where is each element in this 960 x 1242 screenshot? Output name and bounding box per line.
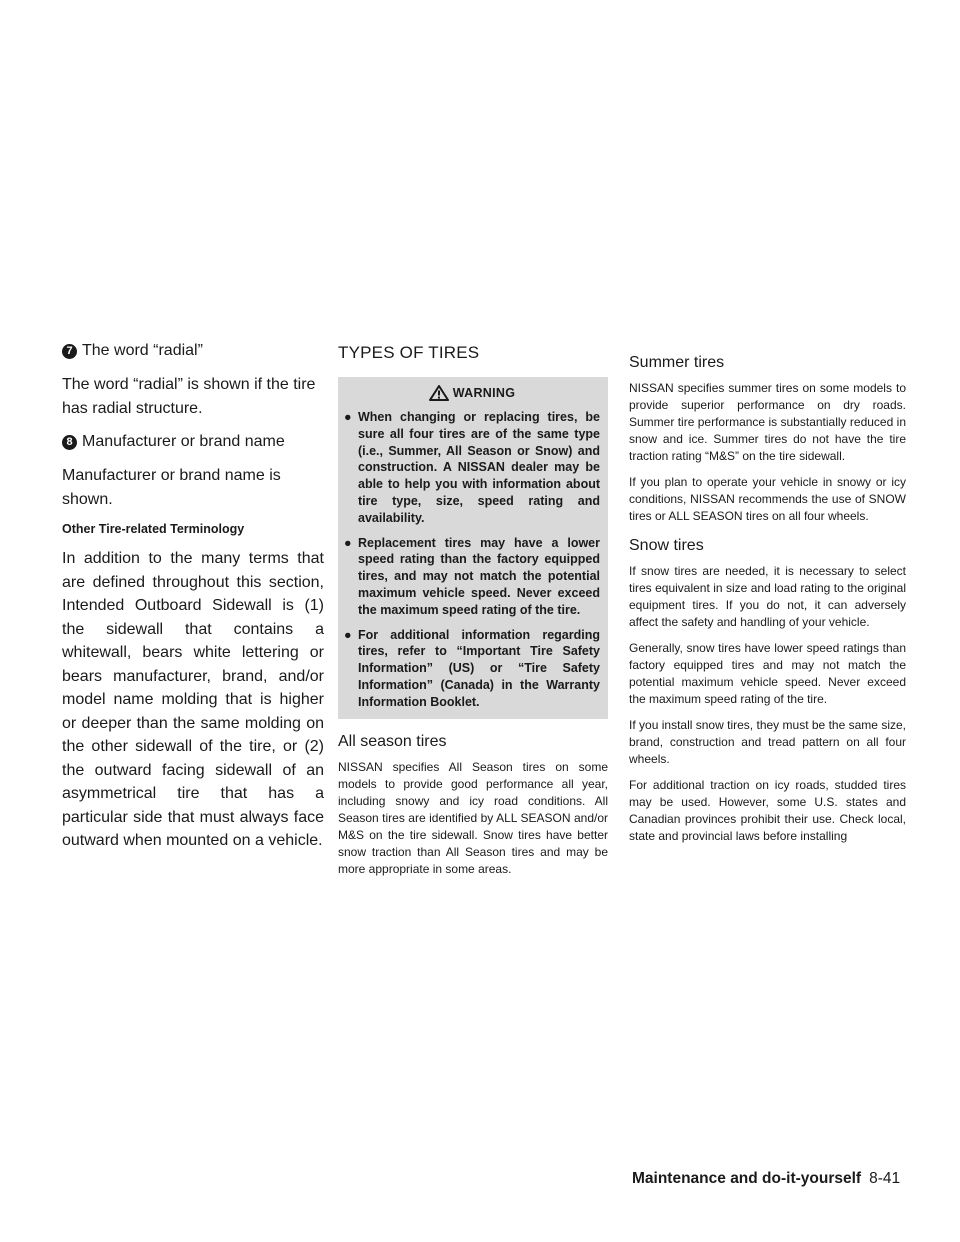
warning-item-text: When changing or replacing tires, be sure all four tires are of the same type (i.e., Summer, All Season or Snow) and construction. A NISSAN dealer may be able to help you with information about tire type, size, speed rating and availability.: [358, 410, 600, 525]
summer-heading: Summer tires: [629, 354, 725, 371]
right-column: [629, 340, 906, 854]
summer-paragraph-1: NISSAN specifies summer tires on some models to provide superior performance on dry roads. Summer tire performance is substantially reduced in snow and ice. Summer tires do not have the tire traction rating “M&S” on the tire sidewall.: [629, 381, 906, 463]
warning-item: [344, 409, 600, 527]
section-title: TYPES OF TIRES: [338, 343, 480, 362]
left-column: [62, 340, 324, 864]
footer-section-name: Maintenance and do-it-yourself: [632, 1170, 862, 1187]
snow-paragraph-2: Generally, snow tires have lower speed ratings than factory equipped tires and may not match the potential maximum vehicle speed. Never exceed the maximum speed rating of the tire.: [629, 641, 906, 706]
item-7-text: The word “radial” is shown if the tire has radial structure.: [62, 376, 316, 417]
all-season-paragraph: NISSAN specifies All Season tires on some models to provide good performance all year, including snowy and icy road conditions. All Season tires are identified by ALL SEASON and/or M&S on the tire sidewall. Snow tires have better snow traction than All Season tires and may be more appropriate in some areas.: [338, 759, 608, 876]
bullet-icon: ●: [344, 535, 352, 550]
item-8-text: Manufacturer or brand name is shown.: [62, 467, 281, 508]
summer-paragraph-2: If you plan to operate your vehicle in snowy or icy conditions, NISSAN recommends the use of SNOW tires or ALL SEASON tires on all four wheels.: [629, 475, 906, 523]
snow-paragraph-3: If you install snow tires, they must be the same size, brand, construction and tread pattern on all four wheels.: [629, 718, 906, 766]
bullet-icon: ●: [344, 627, 352, 642]
item-8-heading: [62, 431, 324, 453]
item-8-title: Manufacturer or brand name: [82, 433, 285, 450]
page-number: 8-41: [869, 1170, 901, 1187]
circled-number-8: 8: [62, 435, 77, 450]
item-7-title: The word “radial”: [82, 342, 203, 359]
all-season-heading: All season tires: [338, 732, 447, 750]
middle-column: [338, 340, 608, 887]
circled-number-7: 7: [62, 344, 77, 359]
item-7-heading: [62, 340, 324, 362]
snow-heading: Snow tires: [629, 537, 704, 554]
warning-header: [344, 385, 600, 401]
warning-label: WARNING: [452, 386, 516, 400]
warning-item: [344, 535, 600, 619]
warning-box: [338, 377, 608, 719]
bullet-icon: ●: [344, 410, 352, 424]
snow-paragraph-4: For additional traction on icy roads, studded tires may be used. However, some U.S. states and Canadian provinces prohibit their use. Check local, state and provincial laws before installing: [629, 778, 906, 843]
warning-item-text: For additional information regarding tires, refer to “Important Tire Safety Information” (US) or “Tire Safety Information” (Canada) in the Warranty Information Booklet.: [358, 627, 600, 709]
warning-item: [344, 627, 600, 711]
terminology-subheading: Other Tire-related Terminology: [62, 522, 245, 536]
snow-paragraph-1: If snow tires are needed, it is necessary to select tires equivalent in size and load rating to the original equipment tires. If you do not, it can adversely affect the safety and handling of your vehicle.: [629, 564, 906, 629]
warning-item-text: Replacement tires may have a lower speed rating than the factory equipped tires, and may not match the potential maximum vehicle speed. Never exceed the maximum speed rating of the tire.: [358, 535, 600, 617]
page-footer: [632, 1170, 900, 1188]
warning-icon: [429, 385, 449, 401]
terminology-paragraph: In addition to the many terms that are defined throughout this section, Intended Outboard Sidewall is (1) the sidewall that contains a whitewall, bears white lettering or bears manufacturer, brand, and/or model name molding that is higher or deeper than the same molding on the other sidewall of the tire, or (2) the outward facing sidewall of an asymmetrical tire that has a particular side that must always face outward when mounted on a vehicle.: [62, 550, 324, 849]
